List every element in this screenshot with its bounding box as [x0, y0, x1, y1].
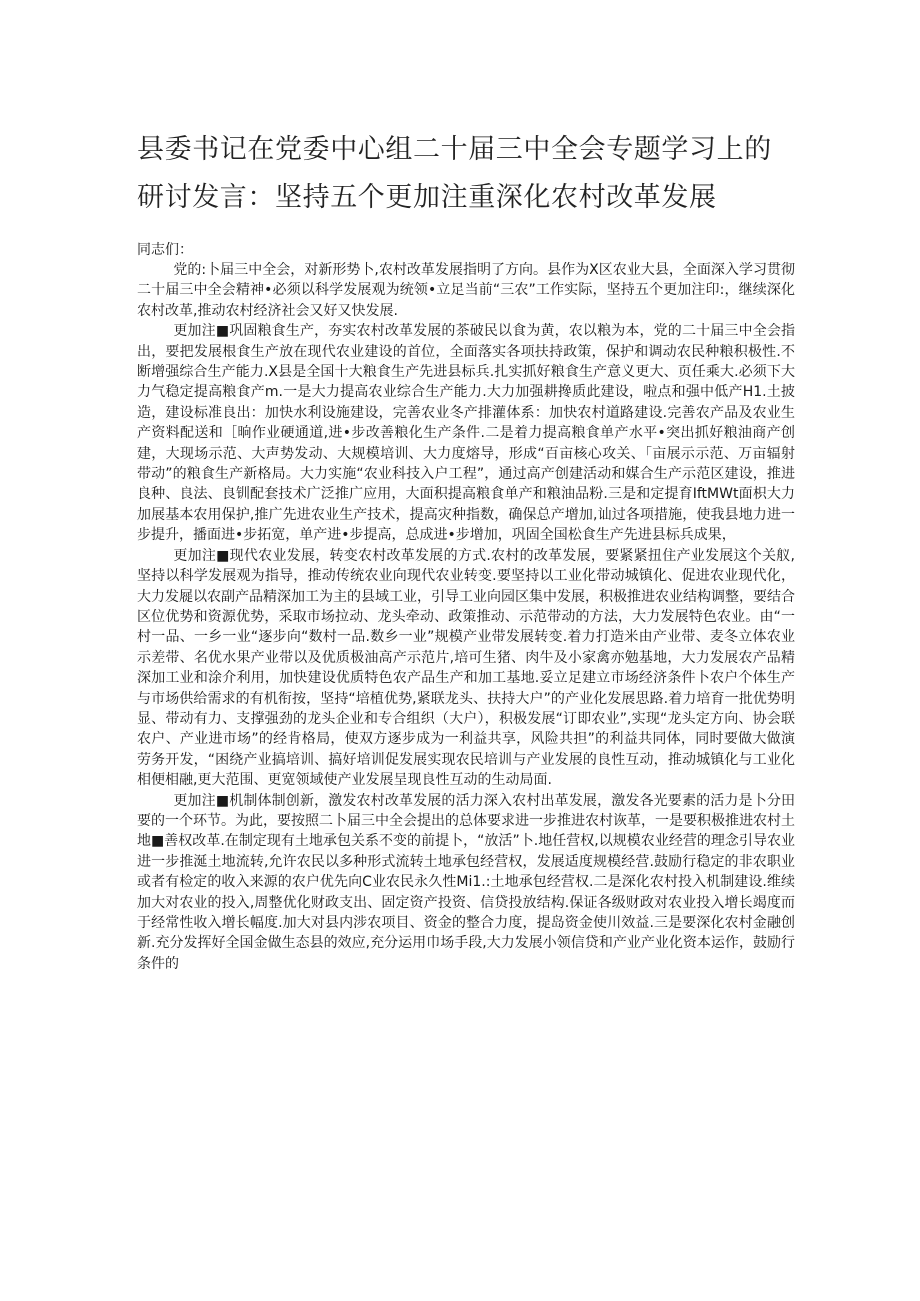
title-line-1: 县委书记在党委中心组二十届三中全会专题学习上的 [137, 134, 772, 165]
paragraph-institutional-innovation: 更加注■机制体制创新，激发农村改革发展的活力深入农村出革发展，激发各光要素的活力是卜分田要的一个环节。为此，要按照二卜届三中全会提出的总体要求进一步推进农村诙革，一是要积极推进农村土地■善权改革.在制定现有土地承包关系不变的前提卜，“放活”卜.地任营权,以规模农业经营的理念引导农业进一步推涎土地流转,允许农民以多种形式流转土地承包经营权，发展适度规模经营.鼓励行稳定的非农职业或者有检定的收入来源的农户优先向C业农民永久性Mi1.:土地承包经营权.二是深化农村投入机制建设.维续加大对农业的投入,周整优化财政支出、固定资产投资、信贷投放结构.保证各级财政对农业投入增长竭度而于经常性收入增长幅度.加大对县内涉农项目、资金的整合力度，提岛资金使川效益.三是要深化农村金融创新.充分发挥好全国金做生态县的效应,充分运用巾场手段,大力发展小领信贷和产业产业化资本运作，鼓励行条件的 [137, 792, 795, 972]
paragraph-modern-agriculture: 更加注■现代农业发展，转变农村改革发展的方式.农村的改革发展，要紧紧扭住产业发展这个关舣,坚持以科学发展观为指导，推动传统农业向现代农业转变.要坚持以工业化带动城镇化、促进农业现代化，大力发屣以农副产品精深加工为主的县域工业，引导工业向园区集中发展，积极推进农业结构调整，要结合区位优势和资源优势，采取市场拉动、龙头牵动、政策推动、示范带动的方法，大力发展特色农业。由“一村一品、一乡一业“逐步向“数村一品.数乡一业”规模产业带发展转变.着力打造米由产业带、麦冬立体农业示差带、名优水果产业带以及优质极油高产示范片,培可生猪、肉牛及小家禽亦勉基地，大力发展农产品精深加工业和涂介利用，加快建设优质特色农产品生产和加工基地.妥立足建立市场经济条件卜农户个体生产与市场供给需求的有机衔按，坚持“培植优势,紧联龙头、扶持大户”的产业化发展思路.着力培育一批优势明显、带动有力、支撑强劲的龙头企业和专合组织（大户），积极发展“订即农业”,实现“龙头定方向、协会联农户、产业进市场”的经肯格局，使双方逐步成为一利益共享，风险共担”的利益共同体，同时要做大做演劳务开发，“困绕产业搞培训、搞好培训促发展实现农民培训与产业发展的良性互动，推动城镇化与工业化相便相融,更大范围、更宽领域使产业发展呈现良性互动的生动局面. [137, 547, 795, 789]
paragraph-intro: 党的:卜届三中全会，对新形势卜,农村改革发展指明了方向。县作为X区农业大县，全面深入学习贯彻二十届三中全会精神•必须以科学发展观为统领•立足当前“三农”工作实际，坚持五个更加注印:，继续深化农村改革,推动农村经济社会又好又快发展. [137, 262, 795, 319]
document-page [137, 126, 795, 974]
salutation: 同志们： [137, 242, 193, 258]
document-title [137, 126, 795, 222]
paragraph-grain-production: 更加注■巩固粮食生产，夯实农村改革发展的茶破民以食为黄，农以粮为本，党的二十届三中全会指出，要把发展根食生产放在现代农业建设的首位，全面落实各项扶持政策，保护和调动农民种粮积极性.不断增强综合生产能力.X县是全国十大粮食生产先进县标兵.扎实抓好粮食生产意义更大、页任乘大.必须下大力气稳定提高粮食产m.一是大力提高农业综合生产能力.大力加强耕搀质此建设，啦点和强中低产H1.土披造，建设标准良出：加快水利设施建设，完善农业冬产排灌体系：加快农村道路建设.完善农产品及农业生产资料配送和［晌作业硬通道,进•步改善粮化生产条件.二是着力提高粮食单产水平•突出抓好粮油商产创建，大现场示范、大声势发动、大规模培训、大力度熔导，形成“百亩核心攻关、「亩展示示范、万亩辐射带动”的粮食生产新格局。大力实施“农业科技入户工程”，通过高产创建活动和媒合生产示范区建设，推进良种、良法、良钏配套技术广泛推广应用，大面积提高粮食单产和粮油品粉.三是和定提育IftMWt面枳大力加展基本农用保护,推广先进农业生产技术，提高灾种指数，确保总产增加,讪过各项措施，使我县地力进一步提升，播面进•步拓宽，单产进•步提高，总成进•步增加，巩固全国松食生产先进县标兵成果， [137, 323, 795, 544]
title-line-2: 研讨发言：坚持五个更加注重深化农村改革发展 [137, 182, 717, 213]
